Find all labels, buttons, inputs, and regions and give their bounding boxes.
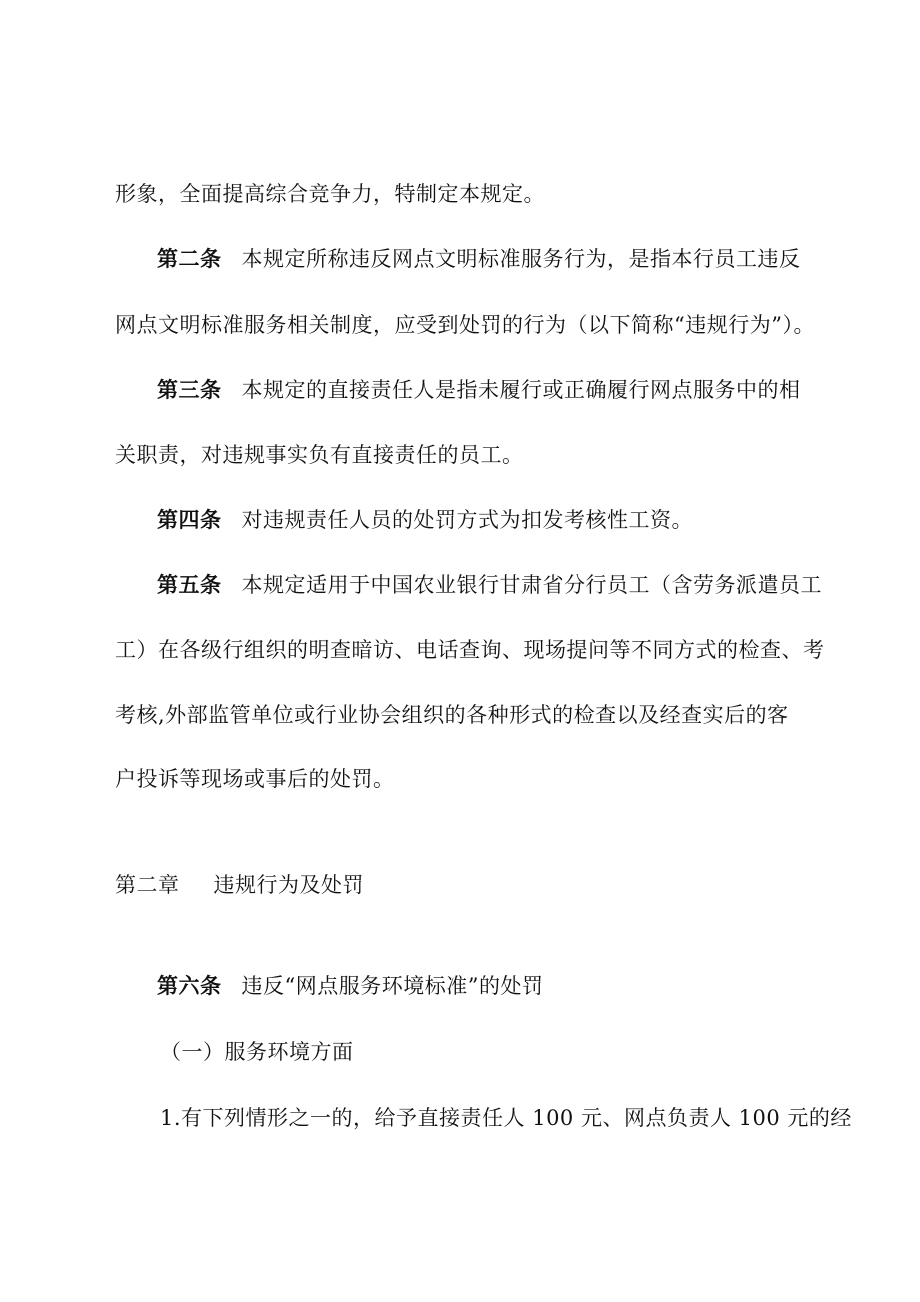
article-text: 本规定所称违反网点文明标准服务行为，是指本行员工违反 xyxy=(241,247,801,271)
article-6-heading xyxy=(157,972,543,1000)
article-number: 第六条 xyxy=(157,973,222,998)
section-heading: （一）服务环境方面 xyxy=(160,1040,354,1064)
article-text: 对违规责任人员的处罚方式为扣发考核性工资。 xyxy=(241,508,693,532)
article-2-heading xyxy=(157,245,801,273)
article-3-heading xyxy=(157,376,801,404)
article-text: 违反“网点服务环境标准”的处罚 xyxy=(241,974,544,998)
article-5-heading xyxy=(157,571,822,599)
article-number: 第四条 xyxy=(157,507,222,532)
article-text: 本规定适用于中国农业银行甘肃省分行员工（含劳务派遣员工 xyxy=(241,573,822,597)
chapter-heading xyxy=(115,871,364,899)
article-4-heading xyxy=(157,506,693,534)
chapter-title: 违规行为及处罚 xyxy=(213,873,364,897)
paragraph-line: 工）在各级行组织的明查暗访、电话查询、现场提问等不同方式的检查、考 xyxy=(115,638,825,662)
paragraph-line: 网点文明标准服务相关制度，应受到处罚的行为（以下简称“违规行为”）。 xyxy=(115,313,815,337)
chapter-number: 第二章 xyxy=(115,873,180,897)
article-number: 第五条 xyxy=(157,572,222,597)
article-number: 第三条 xyxy=(157,377,222,402)
paragraph-line: 户投诉等现场或事后的处罚。 xyxy=(115,767,395,791)
article-text: 本规定的直接责任人是指未履行或正确履行网点服务中的相 xyxy=(241,378,801,402)
list-item: 1.有下列情形之一的，给予直接责任人 100 元、网点负责人 100 元的经 xyxy=(160,1106,852,1130)
article-number: 第二条 xyxy=(157,246,222,271)
paragraph-line: 关职责，对违规事实负有直接责任的员工。 xyxy=(115,443,524,467)
paragraph-line: 考核,外部监管单位或行业协会组织的各种形式的检查以及经查实后的客 xyxy=(115,703,789,727)
paragraph-line: 形象，全面提高综合竞争力，特制定本规定。 xyxy=(115,182,545,206)
